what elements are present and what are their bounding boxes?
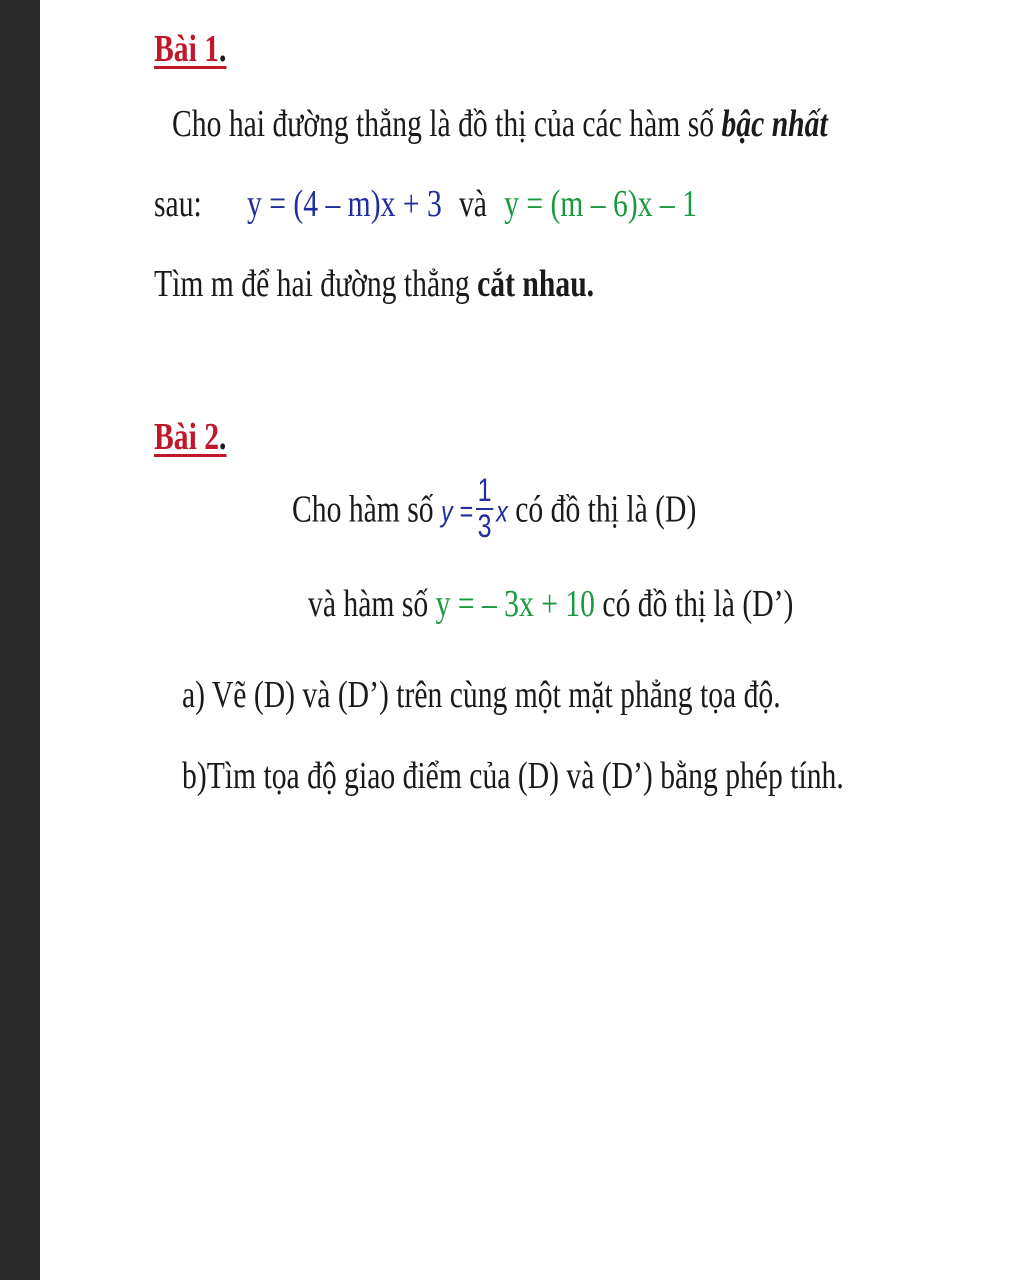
fraction-numerator: 1 bbox=[477, 472, 492, 508]
fraction-denominator: 3 bbox=[477, 507, 492, 544]
document-page bbox=[40, 0, 1024, 1280]
bai1-line1 bbox=[172, 105, 828, 143]
bai1-line3-emphasis: cắt nhau. bbox=[477, 263, 595, 305]
bai1-sau-label: sau: bbox=[154, 183, 202, 225]
bai2-line2-suffix: có đồ thị là (D’) bbox=[602, 583, 794, 625]
bai2-heading: Bài 2. bbox=[154, 416, 227, 458]
bai1-line2 bbox=[154, 185, 697, 223]
func-x: x bbox=[496, 495, 508, 529]
equation-2: y = (m – 6)x – 1 bbox=[504, 183, 697, 225]
bai2-line1-suffix: có đồ thị là (D) bbox=[515, 488, 697, 531]
equation-1: y = (4 – m)x + 3 bbox=[246, 183, 442, 225]
and-word: và bbox=[458, 183, 487, 225]
fraction-one-third bbox=[476, 474, 493, 543]
bai1-line3-text: Tìm m để hai đường thẳng bbox=[154, 263, 478, 305]
bai1-line1-text: Cho hai đường thẳng là đồ thị của các hàm số bbox=[172, 103, 722, 145]
bai1-line3 bbox=[154, 265, 594, 303]
bai2-line1 bbox=[292, 472, 697, 547]
bai2-item-b: b)Tìm tọa độ giao điểm của (D) và (D’) bằng phép tính. bbox=[182, 755, 844, 797]
bai1-line1-emphasis: bậc nhất bbox=[721, 103, 828, 145]
bai2-item-a: a) Vẽ (D) và (D’) trên cùng một mặt phẳng tọa độ. bbox=[182, 674, 781, 716]
func-y: y = bbox=[441, 495, 473, 529]
bai2-line2 bbox=[308, 585, 793, 623]
bai1-heading: Bài 1. bbox=[154, 28, 227, 70]
bai2-line2-prefix: và hàm số bbox=[308, 583, 429, 625]
bai2-line1-prefix: Cho hàm số bbox=[292, 488, 434, 531]
equation-3: y = – 3x + 10 bbox=[435, 583, 596, 625]
